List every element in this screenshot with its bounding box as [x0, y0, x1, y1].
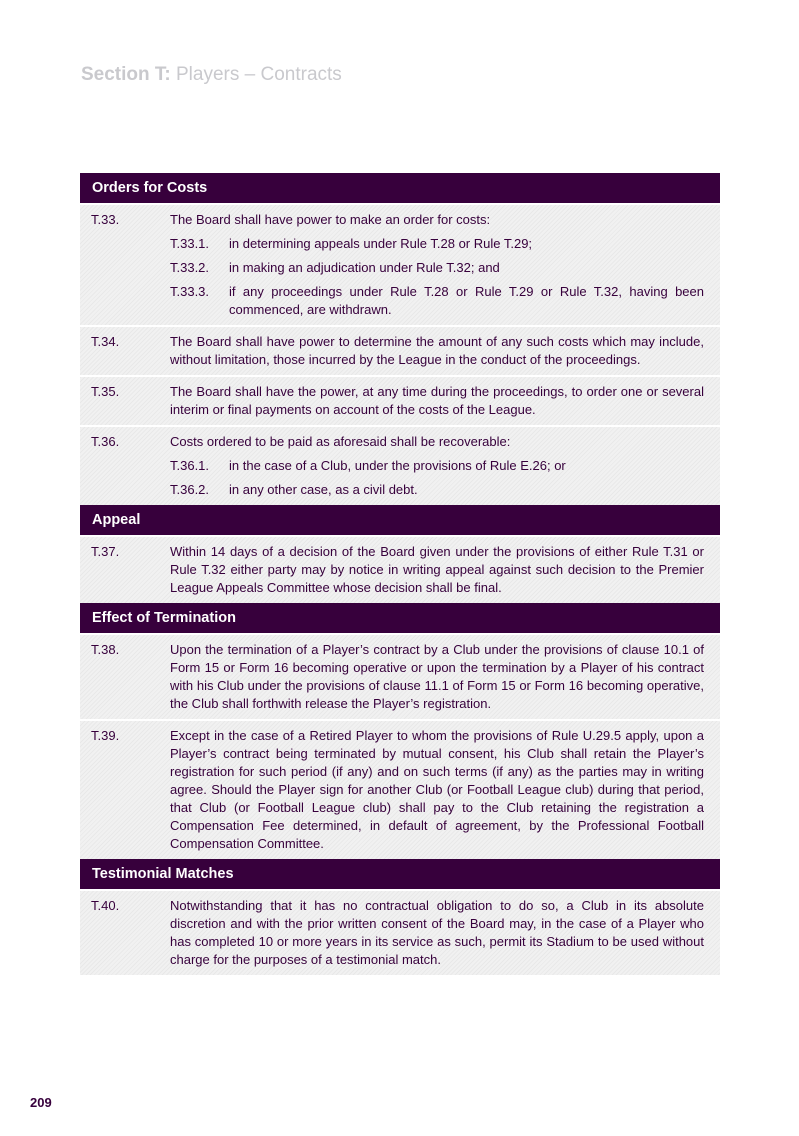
- sub-rule: [170, 235, 704, 253]
- section-header: Appeal: [80, 505, 720, 535]
- page-number: 209: [30, 1095, 52, 1110]
- section-header: Testimonial Matches: [80, 859, 720, 889]
- sub-rule-number: T.36.1.: [170, 458, 210, 473]
- section-header: Orders for Costs: [80, 173, 720, 203]
- rule-text: The Board shall have the power, at any time during the proceedings, to order one or several interim or final payments on account of the costs of the League.: [170, 384, 704, 417]
- rule-row: [80, 535, 720, 603]
- rule-text: Except in the case of a Retired Player to whom the provisions of Rule U.29.5 apply, upon a Player’s contract being terminated by mutual consent, his Club shall retain the Player’s registration for such period (if any) and on such terms (if any) as the parties may in writing agree. Should the Player sign for another Club (or Football League club) during that period, that Club (or Football League club) shall pay to the Club retaining the registration a Compensation Fee determined, in default of agreement, by the Professional Football Compensation Committee.: [170, 728, 704, 851]
- sub-rule-text: if any proceedings under Rule T.28 or Rule T.29 or Rule T.32, having been commenced, are withdrawn.: [229, 284, 704, 317]
- rules-table: [80, 173, 720, 975]
- rule-text: Notwithstanding that it has no contractual obligation to do so, a Club in its absolute discretion and with the prior written consent of the Board may, in the case of a Player who has completed 10 or more years in its service as such, permit its Stadium to be used without charge for the purposes of a testimonial match.: [170, 898, 704, 967]
- rule-number: T.35.: [91, 384, 120, 399]
- rule-number: T.37.: [91, 544, 120, 559]
- rule-number: T.34.: [91, 334, 120, 349]
- rule-number: T.33.: [91, 212, 120, 227]
- rule-text: Within 14 days of a decision of the Board given under the provisions of either Rule T.31 or Rule T.32 either party may by notice in writing appeal against such decision to the Premier League Appeals Committee whose decision shall be final.: [170, 544, 704, 595]
- sub-rule: [170, 481, 704, 499]
- sub-rule-text: in the case of a Club, under the provisions of Rule E.26; or: [229, 458, 566, 473]
- rule-row: [80, 633, 720, 719]
- sub-rule-number: T.33.2.: [170, 260, 210, 275]
- rule-text: Costs ordered to be paid as aforesaid shall be recoverable:: [170, 434, 511, 449]
- sub-rule-text: in making an adjudication under Rule T.32; and: [229, 260, 500, 275]
- sub-rule-number: T.33.3.: [170, 284, 210, 299]
- rule-row: [80, 889, 720, 975]
- sub-rule-number: T.33.1.: [170, 236, 210, 251]
- sub-rule-text: in any other case, as a civil debt.: [229, 482, 418, 497]
- section-title: [81, 64, 342, 86]
- section-title-prefix: Section T:: [81, 64, 171, 85]
- rule-text: The Board shall have power to make an order for costs:: [170, 212, 491, 227]
- section-header: Effect of Termination: [80, 603, 720, 633]
- sub-rule: [170, 283, 704, 319]
- rule-text: Upon the termination of a Player’s contract by a Club under the provisions of clause 10.1 of Form 15 or Form 16 becoming operative or upon the termination by a Player of his contract with his Club under the provisions of clause 11.1 of Form 15 or Form 16 becoming operative, the Club shall forthwith release the Player’s registration.: [170, 642, 704, 711]
- rule-number: T.39.: [91, 728, 120, 743]
- rule-text: The Board shall have power to determine the amount of any such costs which may include, without limitation, those incurred by the League in the conduct of the proceedings.: [170, 334, 704, 367]
- rule-row: [80, 325, 720, 375]
- sub-rule: [170, 259, 704, 277]
- section-title-text: Players – Contracts: [170, 64, 342, 85]
- sub-rule-text: in determining appeals under Rule T.28 or Rule T.29;: [229, 236, 533, 251]
- rule-row: [80, 425, 720, 505]
- rule-number: T.38.: [91, 642, 120, 657]
- sub-rule: [170, 457, 704, 475]
- sub-rule-number: T.36.2.: [170, 482, 210, 497]
- rule-row: [80, 203, 720, 325]
- rule-row: [80, 719, 720, 859]
- rule-number: T.40.: [91, 898, 120, 913]
- rule-row: [80, 375, 720, 425]
- rule-number: T.36.: [91, 434, 120, 449]
